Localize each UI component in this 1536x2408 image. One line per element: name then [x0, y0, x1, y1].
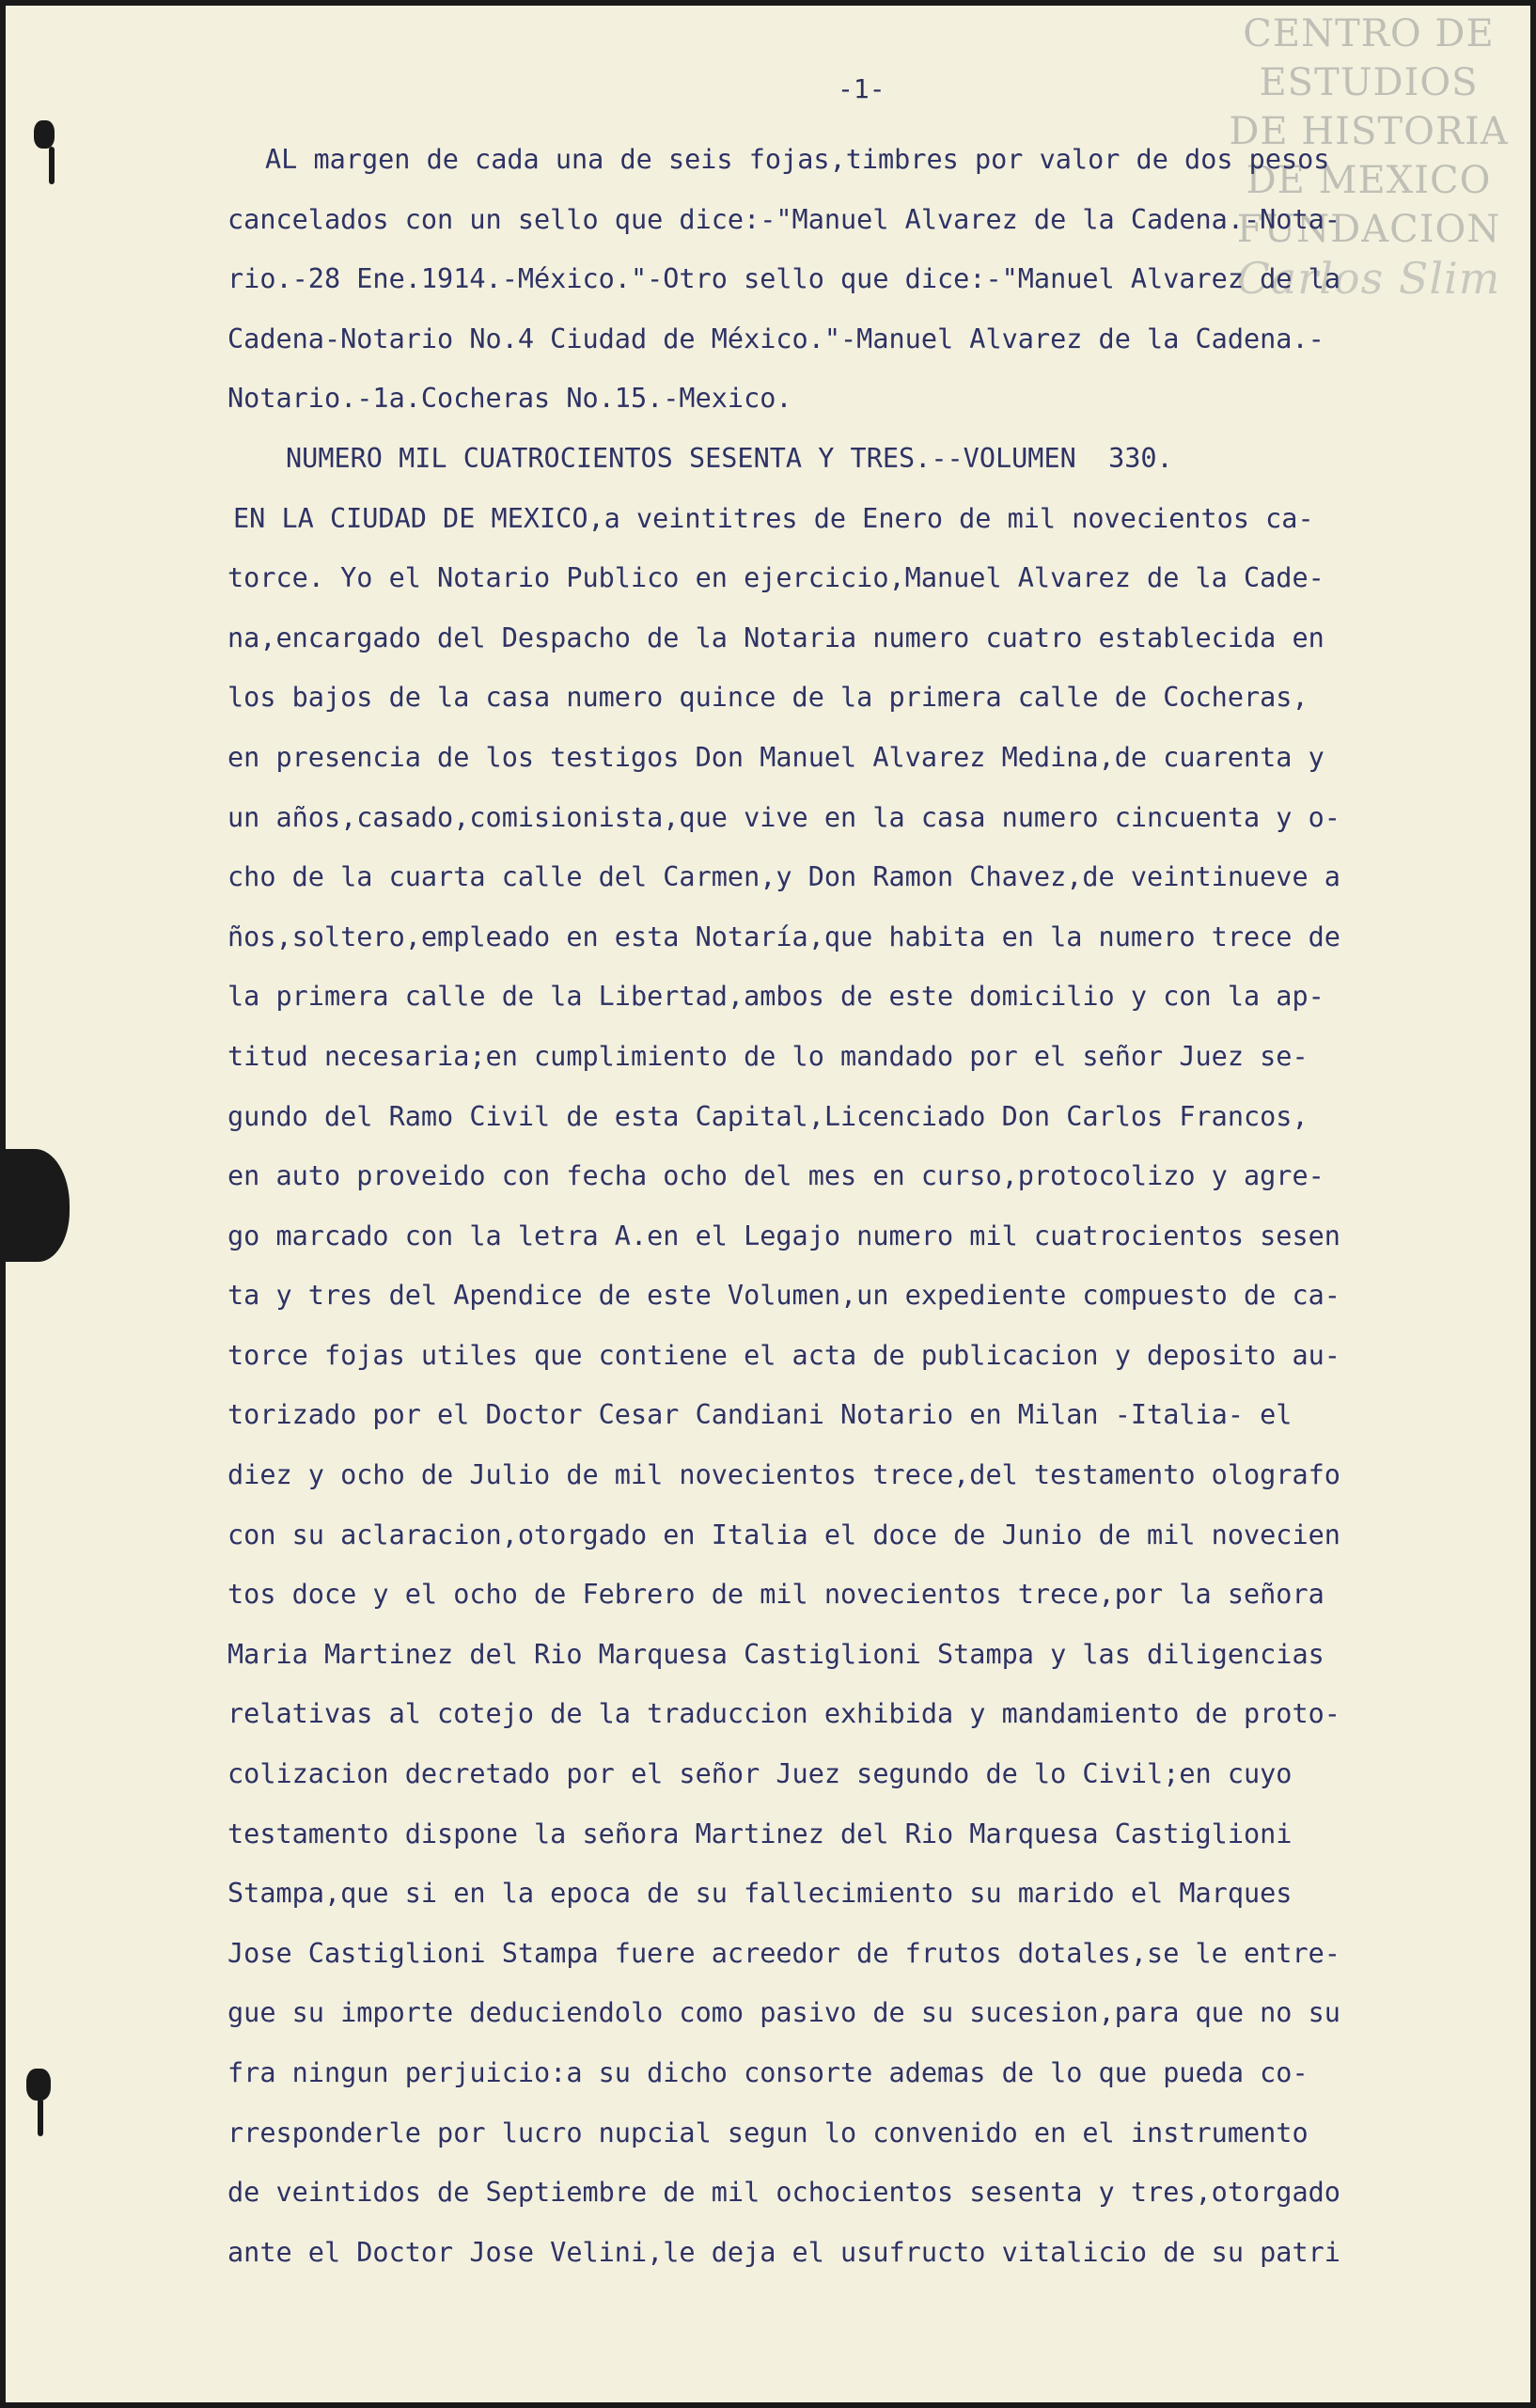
edge-damage [0, 1149, 70, 1262]
text-line-24: con su aclaracion,otorgado en Italia el doce de Junio de mil novecien [227, 1519, 1340, 1550]
text-line-33: fra ningun perjuicio:a su dicho consorte ademas de lo que pueda co- [227, 2057, 1309, 2088]
text-line-13: cho de la cuarta calle del Carmen,y Don Ramon Chavez,de veintinueve a [227, 861, 1340, 893]
document-page [6, 6, 1530, 2402]
binding-mark-top [34, 120, 55, 149]
binding-mark-bottom [26, 2069, 51, 2101]
text-line-4: Cadena-Notario No.4 Ciudad de México."-Manuel Alvarez de la Cadena.- [227, 323, 1324, 354]
text-line-19: go marcado con la letra A.en el Legajo numero mil cuatrocientos sesen [227, 1220, 1340, 1251]
text-line-20: ta y tres del Apendice de este Volumen,un expediente compuesto de ca- [227, 1280, 1340, 1312]
text-line-25: tos doce y el ocho de Febrero de mil novecientos trece,por la señora [227, 1579, 1324, 1611]
watermark-line-2: ESTUDIOS [1259, 61, 1479, 104]
watermark-line-5: FUNDACION [1236, 208, 1501, 251]
text-line-21: torce fojas utiles que contiene el acta de publicacion y deposito au- [227, 1339, 1340, 1371]
text-line-35: de veintidos de Septiembre de mil ochocientos sesenta y tres,otorgado [227, 2177, 1340, 2209]
text-line-7: EN LA CIUDAD DE MEXICO,a veintitres de Enero de mil novecientos ca- [233, 502, 1314, 534]
text-line-31: Jose Castiglioni Stampa fuere acreedor de frutos dotales,se le entre- [227, 1937, 1340, 1969]
text-line-28: colizacion decretado por el señor Juez segundo de lo Civil;en cuyo [227, 1758, 1293, 1790]
binding-mark-bottom-tail [38, 2099, 43, 2136]
page-number: -1- [838, 73, 886, 104]
text-line-9: na,encargado del Despacho de la Notaria numero cuatro establecida en [227, 622, 1324, 653]
text-line-8: torce. Yo el Notario Publico en ejercicio,Manuel Alvarez de la Cade- [227, 562, 1324, 594]
text-line-22: torizado por el Doctor Cesar Candiani Notario en Milan -Italia- el [227, 1399, 1293, 1431]
text-line-11: en presencia de los testigos Don Manuel Alvarez Medina,de cuarenta y [227, 741, 1324, 773]
document-body [227, 130, 1497, 2282]
watermark-line-1: CENTRO DE [1243, 12, 1495, 55]
text-line-10: los bajos de la casa numero quince de la primera calle de Cocheras, [227, 682, 1309, 714]
text-line-14: ños,soltero,empleado en esta Notaría,que habita en la numero trece de [227, 921, 1340, 952]
watermark-line-4: DE MEXICO [1246, 159, 1492, 202]
text-line-29: testamento dispone la señora Martinez del Rio Marquesa Castiglioni [227, 1818, 1293, 1849]
text-heading-volume: NUMERO MIL CUATROCIENTOS SESENTA Y TRES.--VOLUMEN 330. [286, 442, 1173, 474]
binding-mark-top-tail [49, 147, 55, 184]
text-line-17: gundo del Ramo Civil de esta Capital,Licenciado Don Carlos Francos, [227, 1100, 1309, 1132]
text-line-5: Notario.-1a.Cocheras No.15.-Mexico. [227, 383, 792, 415]
text-line-18: en auto proveido con fecha ocho del mes en curso,protocolizo y agre- [227, 1160, 1324, 1192]
watermark-line-3: DE HISTORIA [1229, 110, 1509, 153]
watermark-signature: Carlos Slim [1236, 253, 1501, 304]
text-line-34: rresponderle por lucro nupcial segun lo convenido en el instrumento [227, 2117, 1309, 2148]
text-line-12: un años,casado,comisionista,que vive en la casa numero cincuenta y o- [227, 801, 1340, 833]
text-line-16: titud necesaria;en cumplimiento de lo mandado por el señor Juez se- [227, 1040, 1309, 1072]
text-line-30: Stampa,que si en la epoca de su fallecimiento su marido el Marques [227, 1878, 1293, 1910]
text-line-36: ante el Doctor Jose Velini,le deja el usufructo vitalicio de su patri [227, 2236, 1340, 2268]
text-line-1: AL margen de cada una de seis fojas,timbres por valor de dos pesos [265, 144, 1330, 175]
text-line-32: gue su importe deduciendolo como pasivo de su sucesion,para que no su [227, 1997, 1340, 2029]
text-line-15: la primera calle de la Libertad,ambos de este domicilio y con la ap- [227, 981, 1324, 1013]
text-line-23: diez y ocho de Julio de mil novecientos trece,del testamento olografo [227, 1459, 1340, 1491]
text-line-27: relativas al cotejo de la traduccion exhibida y mandamiento de proto- [227, 1698, 1340, 1730]
text-line-3: rio.-28 Ene.1914.-México."-Otro sello que dice:-"Manuel Alvarez de la [227, 263, 1340, 295]
text-line-2: cancelados con un sello que dice:-"Manuel Alvarez de la Cadena.-Nota- [227, 203, 1340, 235]
text-line-26: Maria Martinez del Rio Marquesa Castiglioni Stampa y las diligencias [227, 1638, 1324, 1670]
